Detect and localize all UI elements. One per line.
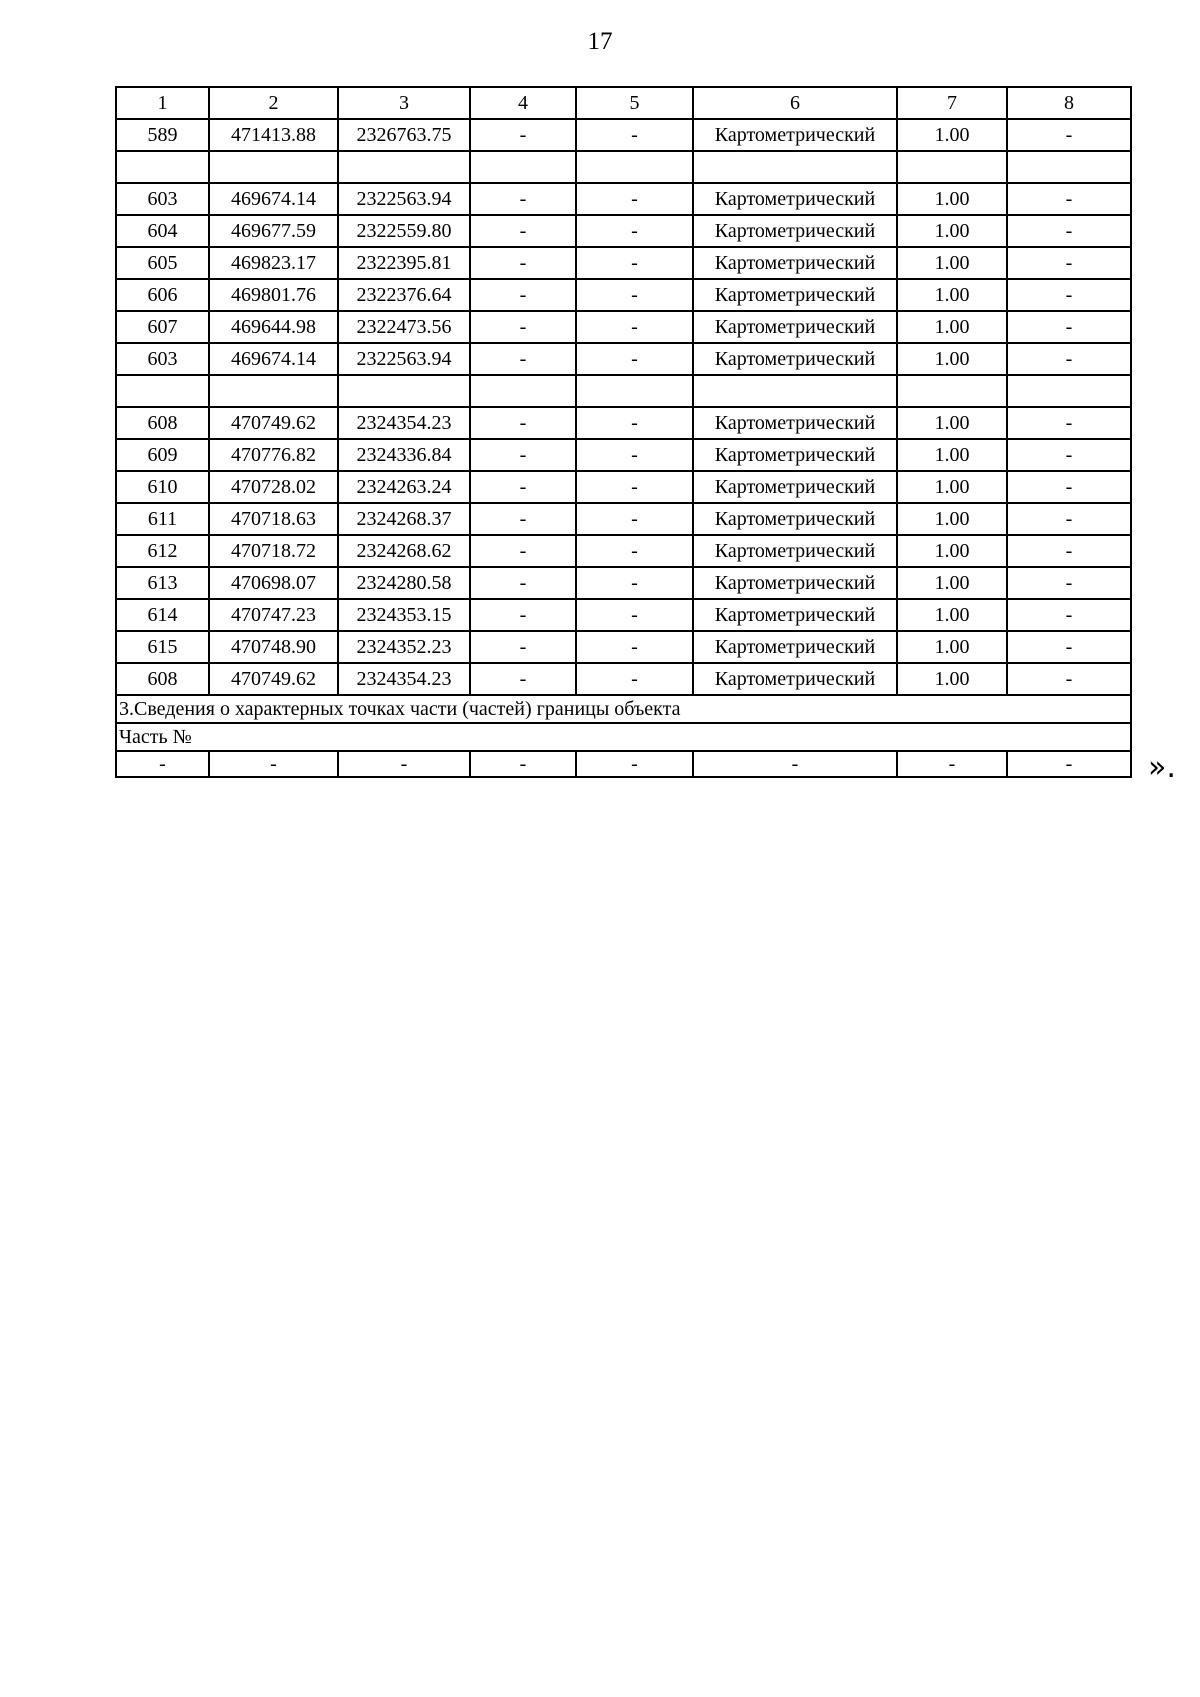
accuracy-cell [897, 151, 1007, 183]
col8-cell: - [1007, 567, 1131, 599]
table-row [116, 631, 1131, 663]
table-row [116, 375, 1131, 407]
y-coordinate-cell: 2326763.75 [338, 119, 470, 151]
y-coordinate-cell: 2324336.84 [338, 439, 470, 471]
column-header: 3 [338, 87, 470, 119]
y-coordinate-cell: 2322563.94 [338, 183, 470, 215]
col4-cell: - [470, 407, 576, 439]
method-cell: Картометрический [693, 311, 897, 343]
table-row [116, 567, 1131, 599]
accuracy-cell: 1.00 [897, 279, 1007, 311]
part-label: Часть № [116, 723, 1131, 751]
method-cell [693, 375, 897, 407]
x-coordinate-cell: 470748.90 [209, 631, 338, 663]
y-coordinate-cell: 2322563.94 [338, 343, 470, 375]
col5-cell: - [576, 567, 693, 599]
col8-cell: - [1007, 631, 1131, 663]
method-cell: Картометрический [693, 215, 897, 247]
col4-cell: - [470, 343, 576, 375]
col8-cell: - [1007, 343, 1131, 375]
accuracy-cell: 1.00 [897, 439, 1007, 471]
col8-cell: - [1007, 471, 1131, 503]
y-coordinate-cell: 2324263.24 [338, 471, 470, 503]
method-cell: Картометрический [693, 663, 897, 695]
y-coordinate-cell: 2322395.81 [338, 247, 470, 279]
col4-cell: - [470, 631, 576, 663]
col5-cell: - [576, 471, 693, 503]
empty-part-row [116, 751, 1131, 777]
accuracy-cell: 1.00 [897, 119, 1007, 151]
col5-cell: - [576, 247, 693, 279]
col5-cell: - [576, 311, 693, 343]
table-row [116, 407, 1131, 439]
y-coordinate-cell: 2322376.64 [338, 279, 470, 311]
x-coordinate-cell: 469801.76 [209, 279, 338, 311]
col8-cell: - [1007, 535, 1131, 567]
accuracy-cell: 1.00 [897, 311, 1007, 343]
col5-cell: - [576, 215, 693, 247]
y-coordinate-cell [338, 151, 470, 183]
header-row [116, 87, 1131, 119]
col5-cell: - [576, 407, 693, 439]
dash-cell: - [470, 751, 576, 777]
accuracy-cell: 1.00 [897, 599, 1007, 631]
point-number-cell: 615 [116, 631, 209, 663]
y-coordinate-cell: 2324354.23 [338, 407, 470, 439]
point-number-cell: 611 [116, 503, 209, 535]
col8-cell [1007, 151, 1131, 183]
section-row [116, 695, 1131, 723]
method-cell: Картометрический [693, 247, 897, 279]
table-row [116, 311, 1131, 343]
col4-cell: - [470, 215, 576, 247]
col8-cell: - [1007, 311, 1131, 343]
point-number-cell: 608 [116, 407, 209, 439]
table-row [116, 663, 1131, 695]
x-coordinate-cell: 470718.63 [209, 503, 338, 535]
y-coordinate-cell: 2324268.37 [338, 503, 470, 535]
point-number-cell: 589 [116, 119, 209, 151]
dash-cell: - [338, 751, 470, 777]
point-number-cell: 614 [116, 599, 209, 631]
x-coordinate-cell: 470749.62 [209, 407, 338, 439]
accuracy-cell: 1.00 [897, 343, 1007, 375]
col8-cell: - [1007, 247, 1131, 279]
point-number-cell: 607 [116, 311, 209, 343]
x-coordinate-cell: 470749.62 [209, 663, 338, 695]
col5-cell: - [576, 183, 693, 215]
page-number: 17 [587, 28, 613, 55]
method-cell: Картометрический [693, 631, 897, 663]
col4-cell: - [470, 247, 576, 279]
table-row [116, 343, 1131, 375]
point-number-cell: 603 [116, 183, 209, 215]
x-coordinate-cell: 470776.82 [209, 439, 338, 471]
col5-cell: - [576, 119, 693, 151]
col5-cell: - [576, 343, 693, 375]
method-cell: Картометрический [693, 535, 897, 567]
y-coordinate-cell [338, 375, 470, 407]
col4-cell: - [470, 183, 576, 215]
col8-cell: - [1007, 279, 1131, 311]
method-cell: Картометрический [693, 183, 897, 215]
x-coordinate-cell: 469674.14 [209, 183, 338, 215]
table-row [116, 471, 1131, 503]
dash-cell: - [209, 751, 338, 777]
column-header: 5 [576, 87, 693, 119]
x-coordinate-cell: 470747.23 [209, 599, 338, 631]
col8-cell: - [1007, 119, 1131, 151]
table-row [116, 183, 1131, 215]
x-coordinate-cell: 469674.14 [209, 343, 338, 375]
col8-cell: - [1007, 183, 1131, 215]
col8-cell: - [1007, 503, 1131, 535]
x-coordinate-cell: 470698.07 [209, 567, 338, 599]
dash-cell: - [897, 751, 1007, 777]
point-number-cell: 613 [116, 567, 209, 599]
accuracy-cell: 1.00 [897, 663, 1007, 695]
col4-cell: - [470, 599, 576, 631]
method-cell: Картометрический [693, 407, 897, 439]
x-coordinate-cell: 470718.72 [209, 535, 338, 567]
accuracy-cell: 1.00 [897, 567, 1007, 599]
col4-cell: - [470, 663, 576, 695]
column-header: 1 [116, 87, 209, 119]
y-coordinate-cell: 2324352.23 [338, 631, 470, 663]
col5-cell: - [576, 439, 693, 471]
part-row [116, 723, 1131, 751]
col8-cell [1007, 375, 1131, 407]
method-cell: Картометрический [693, 567, 897, 599]
point-number-cell: 606 [116, 279, 209, 311]
col5-cell: - [576, 535, 693, 567]
col4-cell: - [470, 311, 576, 343]
point-number-cell: 608 [116, 663, 209, 695]
x-coordinate-cell: 471413.88 [209, 119, 338, 151]
x-coordinate-cell: 469823.17 [209, 247, 338, 279]
point-number-cell: 603 [116, 343, 209, 375]
y-coordinate-cell: 2322559.80 [338, 215, 470, 247]
y-coordinate-cell: 2324353.15 [338, 599, 470, 631]
col5-cell: - [576, 631, 693, 663]
y-coordinate-cell: 2324268.62 [338, 535, 470, 567]
table-row [116, 535, 1131, 567]
col8-cell: - [1007, 407, 1131, 439]
col5-cell [576, 375, 693, 407]
column-header: 7 [897, 87, 1007, 119]
col8-cell: - [1007, 439, 1131, 471]
table-body [116, 87, 1131, 777]
point-number-cell: 612 [116, 535, 209, 567]
accuracy-cell: 1.00 [897, 215, 1007, 247]
table-row [116, 151, 1131, 183]
y-coordinate-cell: 2324354.23 [338, 663, 470, 695]
accuracy-cell: 1.00 [897, 471, 1007, 503]
method-cell: Картометрический [693, 599, 897, 631]
col5-cell: - [576, 279, 693, 311]
y-coordinate-cell: 2324280.58 [338, 567, 470, 599]
accuracy-cell: 1.00 [897, 535, 1007, 567]
column-header: 8 [1007, 87, 1131, 119]
col4-cell: - [470, 503, 576, 535]
col4-cell: - [470, 471, 576, 503]
x-coordinate-cell [209, 151, 338, 183]
method-cell: Картометрический [693, 471, 897, 503]
table-row [116, 247, 1131, 279]
column-header: 2 [209, 87, 338, 119]
accuracy-cell: 1.00 [897, 631, 1007, 663]
col5-cell: - [576, 663, 693, 695]
dash-cell: - [116, 751, 209, 777]
method-cell: Картометрический [693, 503, 897, 535]
col8-cell: - [1007, 663, 1131, 695]
table-row [116, 119, 1131, 151]
point-number-cell: 604 [116, 215, 209, 247]
method-cell: Картометрический [693, 439, 897, 471]
x-coordinate-cell: 469677.59 [209, 215, 338, 247]
col4-cell: - [470, 567, 576, 599]
coordinates-table [115, 86, 1132, 778]
col4-cell: - [470, 535, 576, 567]
table-row [116, 215, 1131, 247]
col5-cell: - [576, 599, 693, 631]
point-number-cell [116, 151, 209, 183]
table-row [116, 599, 1131, 631]
point-number-cell: 605 [116, 247, 209, 279]
table-row [116, 439, 1131, 471]
closing-quote-mark: ». [1148, 750, 1176, 785]
method-cell: Картометрический [693, 343, 897, 375]
accuracy-cell [897, 375, 1007, 407]
accuracy-cell: 1.00 [897, 503, 1007, 535]
x-coordinate-cell: 469644.98 [209, 311, 338, 343]
point-number-cell: 610 [116, 471, 209, 503]
point-number-cell: 609 [116, 439, 209, 471]
column-header: 4 [470, 87, 576, 119]
col4-cell: - [470, 439, 576, 471]
y-coordinate-cell: 2322473.56 [338, 311, 470, 343]
x-coordinate-cell: 470728.02 [209, 471, 338, 503]
dash-cell: - [1007, 751, 1131, 777]
col4-cell: - [470, 279, 576, 311]
col8-cell: - [1007, 215, 1131, 247]
col5-cell: - [576, 503, 693, 535]
accuracy-cell: 1.00 [897, 247, 1007, 279]
section-title: 3.Сведения о характерных точках части (частей) границы объекта [116, 695, 1131, 723]
dash-cell: - [576, 751, 693, 777]
dash-cell: - [693, 751, 897, 777]
method-cell [693, 151, 897, 183]
col4-cell [470, 375, 576, 407]
col5-cell [576, 151, 693, 183]
x-coordinate-cell [209, 375, 338, 407]
col4-cell: - [470, 119, 576, 151]
col4-cell [470, 151, 576, 183]
accuracy-cell: 1.00 [897, 183, 1007, 215]
method-cell: Картометрический [693, 119, 897, 151]
accuracy-cell: 1.00 [897, 407, 1007, 439]
table-row [116, 503, 1131, 535]
column-header: 6 [693, 87, 897, 119]
col8-cell: - [1007, 599, 1131, 631]
point-number-cell [116, 375, 209, 407]
table-row [116, 279, 1131, 311]
method-cell: Картометрический [693, 279, 897, 311]
